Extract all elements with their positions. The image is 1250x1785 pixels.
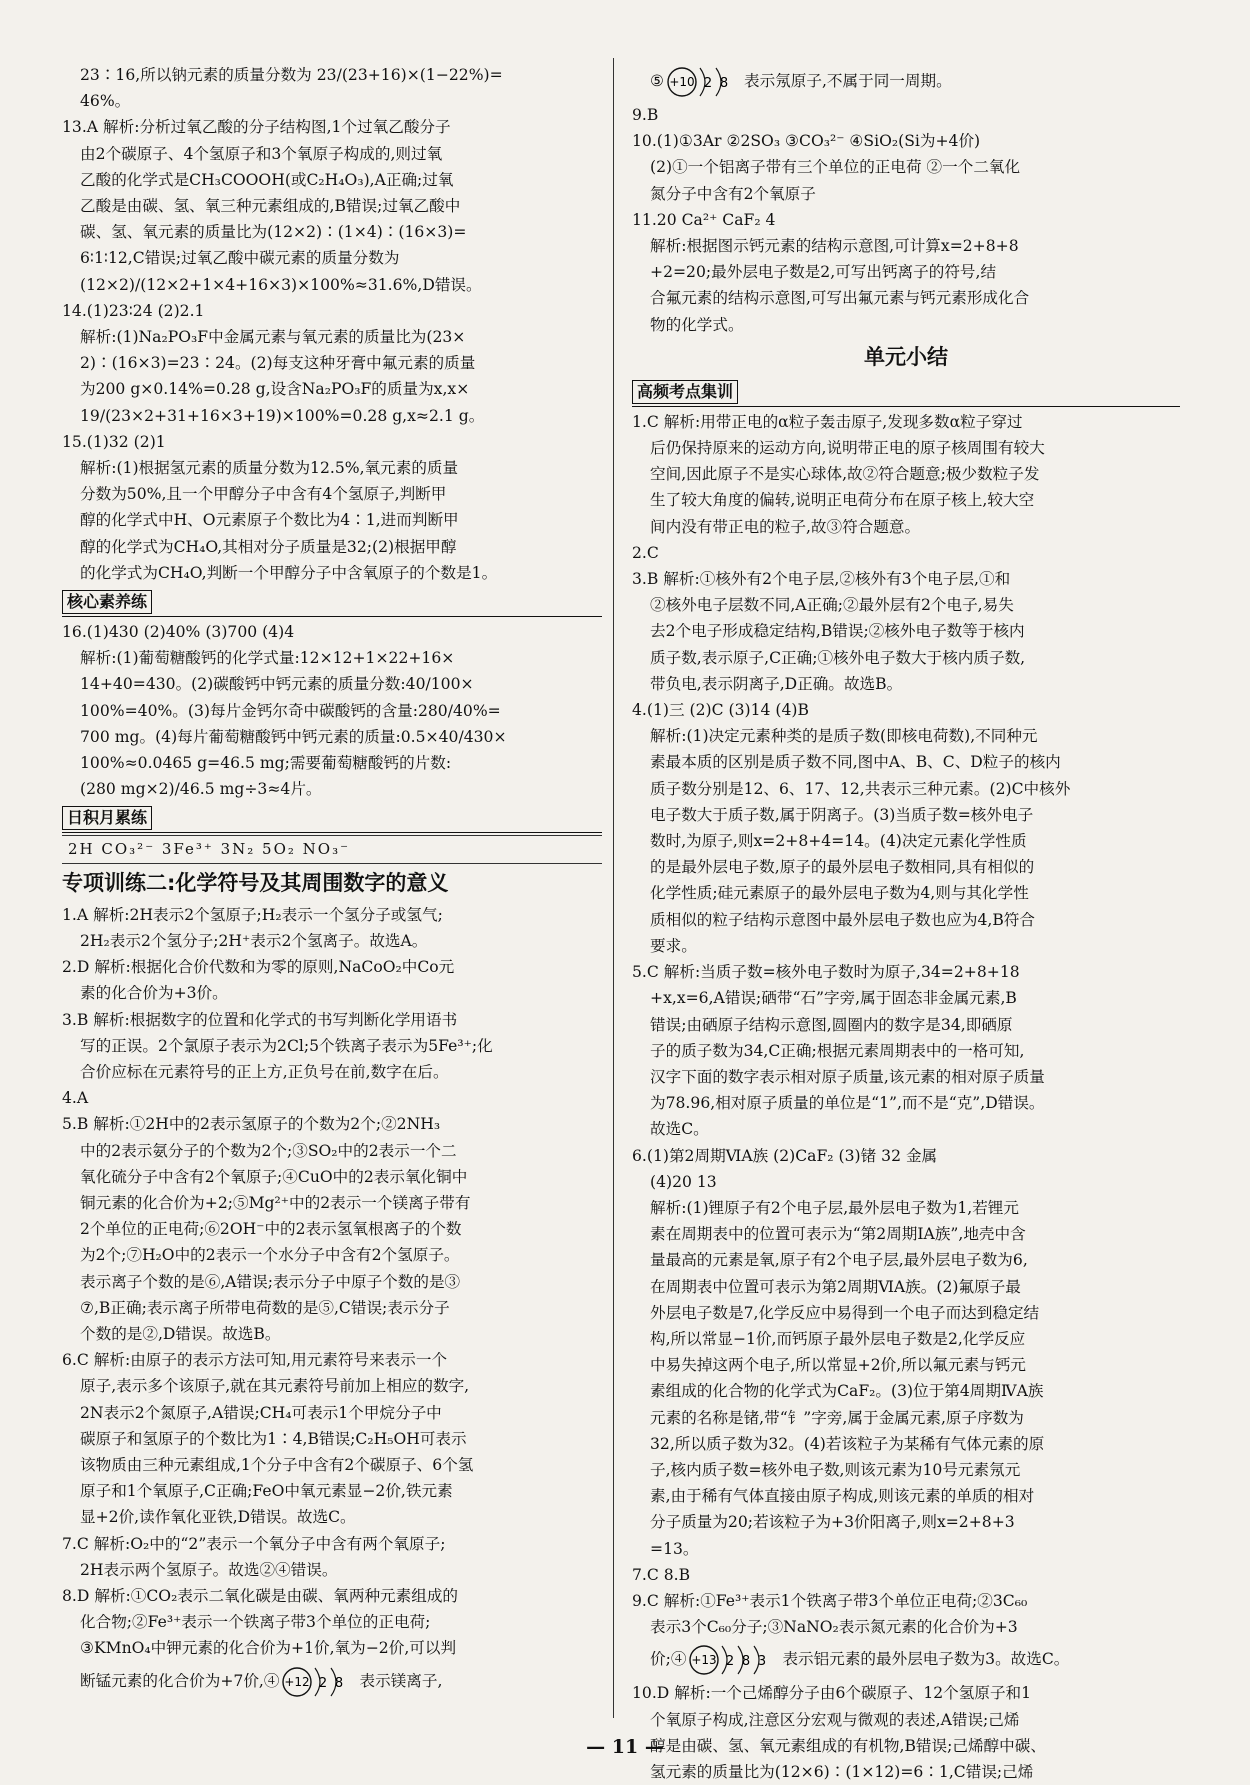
answer-line: 5.C 解析:当质子数=核外电子数时为原子,34=2+8+18 [632,963,1020,982]
answer-line: 10.(1)①3Ar ②2SO₃ ③CO₃²⁻ ④SiO₂(Si为+4价) [632,132,981,151]
answer-line: 分子质量为20;若该粒子为+3价阳离子,则x=2+8+3 [650,1513,1015,1532]
answer-line: 质子数,表示原子,C正确;①核外电子数大于核内质子数, [650,648,1026,667]
answer-line: 乙酸是由碳、氢、氧三种元素组成的,B错误;过氧乙酸中 [80,197,461,216]
answer-line: 氢元素的质量比为(12×6)∶(1×12)=6∶1,C错误;己烯 [650,1762,1034,1781]
answer-line: 9.C 解析:①Fe³⁺表示1个铁离子带3个单位正电荷;②3C₆₀ [632,1591,1028,1610]
answer-line: 2H表示两个氢原子。故选②④错误。 [80,1560,338,1579]
answer-line: 2.C [632,543,659,562]
atom-structure-diagram [279,1662,355,1702]
answer-line: 100%=40%。(3)每片金钙尔奇中碳酸钙的含量:280/40%= [80,701,501,720]
answer-line: 3.B 解析:根据数字的位置和化学式的书写判断化学用语书 [62,1010,458,1029]
answer-line: 中的2表示氨分子的个数为2个;③SO₂中的2表示一个二 [80,1141,457,1160]
answer-line: 6.C 解析:由原子的表示方法可知,用元素符号来表示一个 [62,1351,448,1370]
answer-line: 6∶1∶12,C错误;过氧乙酸中碳元素的质量分数为 [80,249,400,268]
answer-line: 醇是由碳、氢、氧元素组成的有机物,B错误;己烯醇中碳、 [650,1736,1046,1755]
answer-line: 素的化合价为+3价。 [80,984,228,1003]
answer-line: 1.C 解析:用带正电的α粒子轰击原子,发现多数α粒子穿过 [632,412,1023,431]
atom-structure-diagram [664,62,740,102]
answer-line: 32,所以质子数为32。(4)若该粒子为某稀有气体元素的原 [650,1434,1045,1453]
answer-line: ③KMnO₄中钾元素的化合价为+1价,氧为−2价,可以判 [80,1639,457,1658]
line-text: 表示铝元素的最外层电子数为3。故选C。 [782,1650,1070,1669]
section-heading: 单元小结 [864,344,948,369]
answer-line: 构,所以常显−1价,而钙原子最外层电子数是2,化学反应 [650,1329,1026,1348]
left-column [62,62,602,1702]
answer-line: 13.A 解析:分析过氧乙酸的分子结构图,1个过氧乙酸分子 [62,118,451,137]
section-label-row [632,376,1180,407]
answer-line: 8.D 解析:①CO₂表示二氧化碳是由碳、氧两种元素组成的 [62,1586,459,1605]
answer-line: 空间,因此原子不是实心球体,故②符合题意;极少数粒子发 [650,465,1040,484]
answer-line: 在周期表中位置可表示为第2周期ⅥA族。(2)氟原子最 [650,1277,1021,1296]
answer-line: +2=20;最外层电子数是2,可写出钙离子的符号,结 [650,263,997,282]
nucleus-charge: +12 [284,1674,311,1689]
line-text: 表示镁离子, [359,1671,443,1690]
section-label: 核心素养练 [62,590,152,614]
answer-line: 2.D 解析:根据化合价代数和为零的原则,NaCoO₂中Co元 [62,958,455,977]
answer-line: 由2个碳原子、4个氢原子和3个氧原子构成的,则过氧 [80,144,443,163]
answer-line: 电子数大于质子数,属于阴离子。(3)当质子数=核外电子 [650,805,1034,824]
answer-line: (12×2)/(12×2+1×4+16×3)×100%≈31.6%,D错误。 [80,275,482,294]
answer-line: 个数的是②,D错误。故选B。 [80,1324,281,1343]
answer-line: 后仍保持原来的运动方向,说明带正电的原子核周围有较大 [650,439,1045,458]
answer-line-with-diagram [632,62,1180,102]
answer-line: 14+40=430。(2)碳酸钙中钙元素的质量分数:40/100× [80,675,474,694]
answer-line: 解析:(1)葡萄糖酸钙的化学式量:12×12+1×22+16× [80,649,455,668]
answer-line: 质子数分别是12、6、17、12,共表示三种元素。(2)C中核外 [650,779,1071,798]
answer-line: 铜元素的化合价为+2;⑤Mg²⁺中的2表示一个镁离子带有 [80,1193,471,1212]
answer-line: 量最高的元素是氧,原子有2个电子层,最外层电子数为6, [650,1251,1028,1270]
line-text: 表示氖原子,不属于同一周期。 [743,72,952,90]
answer-line: 表示离子个数的是⑥,A错误;表示分子中原子个数的是③ [80,1272,461,1291]
shell-electron-count: 8 [335,1675,344,1691]
answer-line: 带负电,表示阴离子,D正确。故选B。 [650,674,903,693]
answer-line: 质相似的粒子结构示意图中最外层电子数也应为4,B符合 [650,910,1035,929]
answer-line: 7.C 解析:O₂中的“2”表示一个氧分子中含有两个氧原子; [62,1534,446,1553]
answer-line: 原子,表示多个该原子,就在其元素符号前加上相应的数字, [80,1377,470,1396]
answer-line: 生了较大角度的偏转,说明正电荷分布在原子核上,较大空 [650,491,1035,510]
shell-electron-count: 8 [719,76,729,91]
shell-electron-count: 8 [742,1654,751,1670]
answer-line: 10.D 解析:一个己烯醇分子由6个碳原子、12个氢原子和1 [632,1684,1032,1703]
answer-line: 46%。 [80,92,131,111]
answer-line: ⑦,B正确;表示离子所带电荷数的是⑤,C错误;表示分子 [80,1298,450,1317]
shell-electron-count: 2 [703,76,713,91]
answer-line: 分数为50%,且一个甲醇分子中含有4个氢原子,判断甲 [80,485,447,504]
nucleus-charge: +10 [669,75,695,89]
answer-line: 19/(23×2+31+16×3+19)×100%=0.28 g,x≈2.1 g。 [80,406,485,425]
answer-line: 100%≈0.0465 g=46.5 mg;需要葡萄糖酸钙的片数: [80,754,452,773]
answer-line: 4.(1)三 (2)C (3)14 (4)B [632,701,809,720]
answer-line: 外层电子数是7,化学反应中易得到一个电子而达到稳定结 [650,1303,1040,1322]
answer-line: (2)①一个铝离子带有三个单位的正电荷 ②一个二氧化 [650,158,1021,177]
answer-line: 1.A 解析:2H表示2个氢原子;H₂表示一个氢分子或氢气; [62,905,443,924]
answer-line: =13。 [650,1539,699,1558]
section-heading: 专项训练二:化学符号及其周围数字的意义 [62,870,449,895]
answer-line-with-diagram [632,1640,1180,1680]
answer-line: 700 mg。(4)每片葡萄糖酸钙中钙元素的质量:0.5×40/430× [80,727,507,746]
answer-line: 2)∶(16×3)=23∶24。(2)每支这种牙膏中氟元素的质量 [80,354,476,373]
answer-line: (4)20 13 [650,1172,717,1191]
answer-line: 醇的化学式中H、O元素原子个数比为4∶1,进而判断甲 [80,511,459,530]
atom-structure-diagram [686,1640,778,1680]
answer-line: 4.A [62,1089,89,1108]
answer-line: 素,由于稀有气体直接由原子构成,则该元素的单质的相对 [650,1487,1035,1506]
answer-line: 为78.96,相对原子质量的单位是“1”,而不是“克”,D错误。 [650,1094,1045,1113]
answer-line: 碳原子和氢原子的个数比为1∶4,B错误;C₂H₅OH可表示 [80,1429,467,1448]
section-label: 日积月累练 [62,806,152,830]
answer-line: (280 mg×2)/46.5 mg÷3≈4片。 [80,780,322,799]
answer-line: 5.B 解析:①2H中的2表示氢原子的个数为2个;②2NH₃ [62,1115,441,1134]
answer-line: 3.B 解析:①核外有2个电子层,②核外有3个电子层,①和 [632,570,1011,589]
symbols-line: 2H CO₃²⁻ 3Fe³⁺ 3N₂ 5O₂ NO₃⁻ [62,835,602,863]
answer-line: 素最本质的区别是质子数不同,图中A、B、C、D粒子的核内 [650,753,1061,772]
answer-line: 2个单位的正电荷;⑥2OH⁻中的2表示氢氧根离子的个数 [80,1220,462,1239]
answer-line: 子的质子数为34,C正确;根据元素周期表中的一格可知, [650,1041,1025,1060]
section-label-row [62,586,602,617]
answer-line: ②核外电子层数不同,A正确;②最外层有2个电子,易失 [650,596,1014,615]
answer-line: 14.(1)23∶24 (2)2.1 [62,301,205,320]
answer-line: 合氟元素的结构示意图,可写出氟元素与钙元素形成化合 [650,289,1030,308]
answer-line: 氮分子中含有2个氧原子 [650,184,816,203]
answer-line: 合价应标在元素符号的正上方,正负号在前,数字在后。 [80,1062,449,1081]
answer-line: 15.(1)32 (2)1 [62,432,166,451]
answer-line: 解析:根据图示钙元素的结构示意图,可计算x=2+8+8 [650,237,1019,256]
answer-line: 原子和1个氧原子,C正确;FeO中氧元素显−2价,铁元素 [80,1482,453,1501]
answer-line: 乙酸的化学式是CH₃COOOH(或C₂H₄O₃),A正确;过氧 [80,170,454,189]
answer-line: 23∶16,所以钠元素的质量分数为 23/(23+16)×(1−22%)= [80,66,503,84]
answer-line: 显+2价,读作氧化亚铁,D错误。故选C。 [80,1508,356,1527]
answer-line: 间内没有带正电的粒子,故③符合题意。 [650,517,921,536]
line-text: 断锰元素的化合价为+7价,④ [80,1671,280,1690]
answer-line: 错误;由硒原子结构示意图,圆圈内的数字是34,即硒原 [650,1015,1013,1034]
page-number: — 11 — [586,1736,664,1758]
answer-line: 数时,为原子,则x=2+8+4=14。(4)决定元素化学性质 [650,832,1027,851]
answer-line: 化合物;②Fe³⁺表示一个铁离子带3个单位的正电荷; [80,1613,431,1632]
answer-line: 为2个;⑦H₂O中的2表示一个水分子中含有2个氢原子。 [80,1246,460,1265]
answer-line: 9.B [632,106,659,124]
answer-line: 解析:(1)Na₂PO₃F中金属元素与氧元素的质量比为(23× [80,328,466,347]
answer-line: 的是最外层电子数,原子的最外层电子数相同,具有相似的 [650,858,1035,877]
answer-line: 汉字下面的数字表示相对原子质量,该元素的相对原子质量 [650,1067,1045,1086]
answer-line: 碳、氢、氧元素的质量比为(12×2)∶(1×4)∶(16×3)= [80,223,467,242]
answer-line: 素组成的化合物的化学式为CaF₂。(3)位于第4周期ⅣA族 [650,1382,1044,1401]
section-label: 高频考点集训 [632,380,738,404]
line-text: ⑤ [650,72,664,90]
answer-line-with-diagram [62,1662,602,1702]
answer-line: 6.(1)第2周期ⅥA族 (2)CaF₂ (3)锗 32 金属 [632,1146,938,1165]
right-column [632,62,1180,1785]
answer-line: 要求。 [650,936,697,955]
answer-line: 元素的名称是锗,带“钅”字旁,属于金属元素,原子序数为 [650,1408,1024,1427]
answer-line: 素在周期表中的位置可表示为“第2周期ⅠA族”,地壳中含 [650,1225,1026,1244]
answer-line: 化学性质;硅元素原子的最外层电子数为4,则与其化学性 [650,884,1029,903]
answer-line: 2N表示2个氮原子,A错误;CH₄可表示1个甲烷分子中 [80,1403,442,1422]
answer-line: 写的正误。2个氯原子表示为2Cl;5个铁离子表示为5Fe³⁺;化 [80,1036,493,1055]
answer-line: 16.(1)430 (2)40% (3)700 (4)4 [62,623,295,642]
shell-electron-count: 3 [758,1654,767,1670]
answer-line: 的化学式为CH₄O,判断一个甲醇分子中含氧原子的个数是1。 [80,563,498,582]
answer-line: 氧化硫分子中含有2个氧原子;④CuO中的2表示氧化铜中 [80,1167,468,1186]
answer-line: 中易失掉这两个电子,所以常显+2价,所以氟元素与钙元 [650,1356,1026,1375]
column-divider [613,58,614,1718]
shell-electron-count: 2 [319,1675,328,1691]
answer-line: 个氧原子构成,注意区分宏观与微观的表述,A错误;己烯 [650,1710,1020,1729]
answer-line: 物的化学式。 [650,315,744,334]
answer-line: 7.C 8.B [632,1565,691,1584]
nucleus-charge: +13 [691,1653,718,1668]
answer-line: 该物质由三种元素组成,1个分子中含有2个碳原子、6个氢 [80,1455,474,1474]
answer-line: 表示3个C₆₀分子;③NaNO₂表示氮元素的化合价为+3 [650,1618,1018,1637]
shell-electron-count: 2 [726,1654,735,1670]
answer-line: 故选C。 [650,1120,709,1139]
section-label-row [62,802,602,833]
answer-line: 为200 g×0.14%=0.28 g,设含Na₂PO₃F的质量为x,x× [80,380,470,399]
answer-line: 2H₂表示2个氢分子;2H⁺表示2个氢离子。故选A。 [80,931,428,950]
answer-line: 解析:(1)锂原子有2个电子层,最外层电子数为1,若锂元 [650,1198,1019,1217]
answer-line: 解析:(1)决定元素种类的是质子数(即核电荷数),不同种元 [650,727,1038,746]
answer-line: 去2个电子形成稳定结构,B错误;②核外电子数等于核内 [650,622,1025,641]
answer-line: 子,核内质子数=核外电子数,则该元素为10号元素氖元 [650,1460,1021,1479]
line-text: 价;④ [650,1650,687,1669]
answer-line: +x,x=6,A错误;硒带“石”字旁,属于固态非金属元素,B [650,989,1017,1008]
answer-line: 醇的化学式为CH₄O,其相对分子质量是32;(2)根据甲醇 [80,537,457,556]
answer-line: 解析:(1)根据氢元素的质量分数为12.5%,氧元素的质量 [80,459,459,478]
answer-line: 11.20 Ca²⁺ CaF₂ 4 [632,210,776,229]
